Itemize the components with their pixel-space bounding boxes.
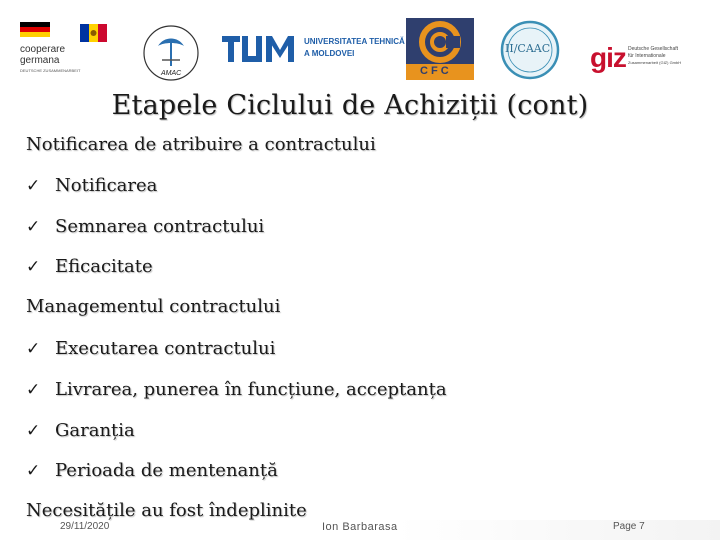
checkmark-icon: ✓ [26, 217, 41, 237]
list-item-label: Perioada de mentenanță [55, 460, 278, 481]
iicaac-label: II/CAAC [505, 42, 551, 55]
list-item [26, 175, 157, 196]
footer-author: Ion Barbarasa [322, 521, 398, 533]
amac-logo [142, 24, 200, 82]
checkmark-icon: ✓ [26, 421, 41, 441]
list-item [26, 460, 278, 481]
utm-line2: A MOLDOVEI [304, 49, 355, 58]
list-item-label: Livrarea, punerea în funcțiune, acceptanța [55, 379, 447, 400]
cooperare-line3: DEUTSCHE ZUSAMMENARBEIT [20, 68, 81, 73]
logo-bar [0, 0, 720, 92]
checkmark-icon: ✓ [26, 380, 41, 400]
cooperare-line2: germana [20, 55, 60, 66]
giz-logo [590, 42, 710, 76]
list-item [26, 420, 135, 441]
list-item-label: Semnarea contractului [55, 216, 265, 237]
list-item [26, 379, 447, 400]
list-item [26, 256, 153, 277]
footer-date: 29/11/2020 [60, 521, 110, 532]
giz-line3: Zusammenarbeit (GIZ) GmbH [628, 60, 682, 65]
utm-mark-icon [222, 32, 298, 66]
footer-page-number: Page 7 [613, 521, 645, 532]
list-item [26, 216, 264, 237]
list-item [26, 338, 275, 359]
list-item-label: Garanția [55, 420, 135, 441]
checkmark-icon: ✓ [26, 461, 41, 481]
utm-logo [222, 32, 405, 68]
list-item-label: Eficacitate [55, 256, 153, 277]
giz-wordmark: giz [590, 42, 626, 73]
checkmark-icon: ✓ [26, 339, 41, 359]
section-heading-notificare: Notificarea de atribuire a contractului [26, 134, 376, 155]
amac-label: AMAC [161, 70, 182, 77]
giz-line1: Deutsche Gesellschaft [628, 46, 679, 52]
section-heading-needs: Necesitățile au fost îndeplinite [26, 500, 307, 521]
checkmark-icon: ✓ [26, 257, 41, 277]
utm-line1: UNIVERSITATEA TEHNICĂ [304, 37, 405, 46]
slide-title: Etapele Ciclului de Achiziții (cont) [111, 90, 589, 121]
checkmark-icon: ✓ [26, 176, 41, 196]
giz-line2: für Internationale [628, 53, 666, 59]
cooperare-germana-logo [14, 22, 114, 76]
cfc-label: C F C [420, 65, 449, 77]
cooperare-line1: cooperare [20, 44, 66, 55]
section-heading-management: Managementul contractului [26, 296, 281, 317]
iicaac-logo [500, 20, 560, 80]
list-item-label: Executarea contractului [55, 338, 276, 359]
list-item-label: Notificarea [55, 175, 158, 196]
cfc-logo [406, 18, 474, 80]
